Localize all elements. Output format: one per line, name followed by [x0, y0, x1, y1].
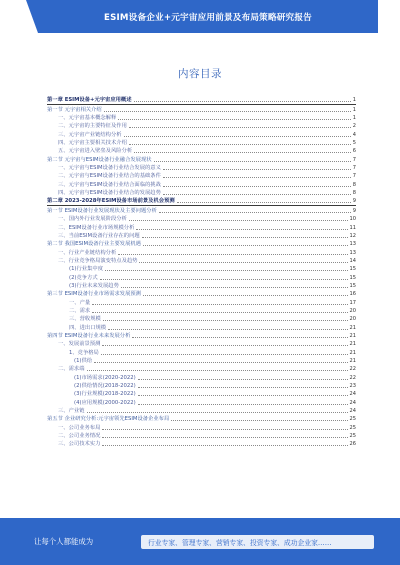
toc-entry[interactable]	[47, 423, 356, 431]
toc-entry-title: 第二节 元宇宙与ESIM设备行业融合发展现状	[47, 156, 152, 163]
toc-entry[interactable]	[47, 407, 356, 415]
toc-entry-title: 第一节 ESIM设备行业发展现状及主要问题分析	[47, 207, 157, 214]
toc-entry-title: 二、公司业务情况	[58, 433, 101, 440]
toc-entry-page: 25	[349, 433, 356, 440]
toc-entry-title: 四、元宇宙与ESIM设备行业结合的发展趋势	[58, 190, 161, 197]
toc-leader-dots	[102, 437, 347, 438]
page-footer	[0, 518, 400, 565]
toc-entry[interactable]	[47, 240, 356, 248]
toc-entry-page: 20	[349, 307, 356, 314]
toc-entry[interactable]	[47, 257, 356, 265]
toc-leader-dots	[105, 270, 348, 271]
toc-entry[interactable]	[47, 139, 356, 147]
toc-entry-title: (3)行业规模(2018-2022)	[74, 391, 136, 398]
toc-entry-page: 20	[349, 316, 356, 323]
toc-entry[interactable]	[47, 432, 356, 440]
toc-entry-title: 三、公司技术实力	[58, 441, 101, 448]
toc-entry-page: 17	[349, 299, 356, 306]
toc-entry[interactable]	[47, 357, 356, 365]
toc-entry-title: (4)应用规模(2000-2022)	[74, 399, 136, 406]
toc-leader-dots	[87, 412, 348, 413]
toc-leader-dots	[92, 312, 347, 313]
toc-entry-title: 二、元宇宙的主要特征及作用	[58, 123, 127, 130]
toc-entry-title: 三、产业链	[58, 408, 85, 415]
toc-leader-dots	[108, 329, 347, 330]
toc-entry-page: 1	[352, 115, 356, 122]
toc-entry-page: 7	[352, 173, 356, 180]
toc-leader-dots	[102, 445, 347, 446]
toc-entry-title: 第一章 ESIM设备+元宇宙应用概述	[47, 97, 132, 104]
toc-leader-dots	[132, 337, 347, 338]
toc-entry[interactable]	[47, 130, 356, 138]
toc-entry-title: 三、元宇宙产业链结构分析	[58, 131, 122, 138]
toc-entry[interactable]	[47, 122, 356, 130]
toc-entry-page: 1	[352, 106, 356, 113]
toc-leader-dots	[177, 202, 351, 203]
toc-entry-title: 五、元宇宙进入壁垒及风险分析	[58, 148, 133, 155]
footer-slogan: 让每个人都能成为	[34, 537, 94, 546]
toc-entry-title: (1)行业集中度	[69, 266, 103, 273]
toc-entry-title: 三、当前ESIM设备行业存在的问题	[58, 232, 140, 239]
toc-entry-page: 24	[349, 391, 356, 398]
toc-entry-title: (1)市场需求(2020-2022)	[74, 374, 136, 381]
toc-leader-dots	[163, 177, 351, 178]
toc-leader-dots	[142, 237, 348, 238]
report-title: ESIM设备企业+元宇宙应用前景及布局策略研究报告	[104, 12, 312, 23]
toc-entry-page: 21	[349, 341, 356, 348]
toc-entry-page: 13	[349, 249, 356, 256]
toc-entry-title: 一、行业产业链结构分析	[58, 249, 117, 256]
toc-entry-page: 9	[352, 198, 356, 205]
toc-leader-dots	[136, 229, 347, 230]
toc-entry-page: 15	[349, 282, 356, 289]
toc-entry-title: 第二章 2023-2028年ESIM设备市场前景及机会预测	[47, 198, 175, 205]
toc-leader-dots	[102, 345, 347, 346]
toc-entry-page: 26	[349, 441, 356, 448]
toc-entry-title: 四、进出口规模	[69, 324, 107, 331]
toc-entry[interactable]	[47, 215, 356, 223]
toc-leader-dots	[163, 169, 351, 170]
toc-leader-dots	[143, 245, 348, 246]
toc-entry-page: 9	[352, 207, 356, 214]
toc-leader-dots	[163, 186, 351, 187]
toc-entry-title: 二、行业竞争格局演变特点及趋势	[58, 257, 138, 264]
toc-leader-dots	[101, 354, 348, 355]
toc-entry[interactable]	[47, 223, 356, 231]
toc-entry-title: (3)行业未来发展趋势	[69, 282, 119, 289]
toc-entry[interactable]	[47, 164, 356, 172]
toc-entry-title: (1)供给	[74, 358, 93, 364]
toc-entry-title: 一、公司业务布局	[58, 424, 101, 431]
toc-entry-page: 15	[349, 274, 356, 281]
toc-leader-dots	[87, 370, 348, 371]
toc-entry[interactable]	[47, 265, 356, 273]
toc-entry-page: 4	[352, 131, 356, 138]
toc-entry-page: 14	[349, 257, 356, 264]
toc-entry-page: 5	[352, 140, 356, 147]
toc-leader-dots	[118, 119, 350, 120]
toc-entry[interactable]	[47, 172, 356, 180]
toc-leader-dots	[124, 136, 351, 137]
toc-entry[interactable]	[47, 180, 356, 188]
toc-leader-dots	[102, 429, 347, 430]
toc-entry[interactable]	[47, 197, 356, 206]
toc-entry-page: 23	[349, 383, 356, 390]
toc-entry[interactable]	[47, 315, 356, 323]
toc-entry-title: 1、竞争格局	[69, 349, 99, 356]
toc-entry-page: 25	[349, 416, 356, 423]
toc-leader-dots	[163, 194, 351, 195]
toc-entry-title: 第四节 ESIM设备行业未来发展分析	[47, 332, 131, 339]
toc-entry[interactable]	[47, 382, 356, 390]
toc-entry-title: (2)竞争方式	[69, 274, 98, 281]
toc-entry[interactable]	[47, 147, 356, 155]
toc-leader-dots	[118, 254, 347, 255]
toc-leader-dots	[138, 379, 348, 380]
toc-entry-page: 21	[349, 358, 356, 364]
toc-entry-page: 25	[349, 424, 356, 431]
toc-entry-page: 21	[349, 332, 356, 339]
toc-leader-dots	[129, 144, 351, 145]
toc-entry[interactable]	[47, 290, 356, 298]
toc-entry-page: 21	[349, 349, 356, 356]
toc-heading: 内容目录	[178, 68, 222, 80]
toc-entry[interactable]	[47, 398, 356, 406]
footer-roles-banner: 行业专家、管理专家、营销专家、投资专家、成功企业家……	[141, 535, 374, 549]
toc-leader-dots	[129, 220, 348, 221]
toc-entry-page: 8	[352, 181, 356, 188]
toc-entry-page: 22	[349, 374, 356, 381]
toc-entry-page: 22	[349, 366, 356, 373]
toc-leader-dots	[100, 279, 348, 280]
toc-entry-page: 11	[349, 224, 356, 231]
toc-entry-page: 16	[349, 291, 356, 298]
toc-entry-page: 8	[352, 190, 356, 197]
toc-entry-page: 7	[352, 156, 356, 163]
toc-entry-title: 四、元宇宙主要相关技术介绍	[58, 140, 127, 147]
toc-entry[interactable]	[47, 189, 356, 197]
toc-entry[interactable]	[47, 323, 356, 331]
toc-entry[interactable]	[47, 365, 356, 373]
toc-entry[interactable]	[47, 114, 356, 122]
toc-entry[interactable]	[47, 155, 356, 163]
toc-entry[interactable]	[47, 232, 356, 240]
toc-entry-page: 2	[352, 123, 356, 130]
toc-entry-title: 二、需求	[69, 307, 91, 314]
toc-entry[interactable]	[47, 440, 356, 448]
toc-entry-page: 10	[349, 216, 356, 223]
toc-entry-title: 第三节 ESIM设备行业市场需求发展预测	[47, 291, 141, 298]
toc-leader-dots	[129, 127, 351, 128]
toc-entry-title: 一、元宇宙基本概念解释	[58, 115, 117, 122]
toc-entry[interactable]	[47, 282, 356, 290]
toc-entry-title: 第二节 我国ESIM设备行业主要发展机遇	[47, 241, 141, 248]
toc-entry[interactable]	[47, 415, 356, 423]
toc-entry-page: 13	[349, 241, 356, 248]
toc-leader-dots	[104, 111, 351, 112]
toc-entry-page: 24	[349, 399, 356, 406]
toc-entry[interactable]	[47, 248, 356, 256]
toc-entry-page: 6	[352, 148, 356, 155]
toc-leader-dots	[103, 320, 348, 321]
toc-entry-page: 15	[349, 266, 356, 273]
toc-entry-page: 7	[352, 165, 356, 172]
toc-leader-dots	[134, 152, 351, 153]
page-header	[38, 0, 378, 33]
header-accent	[26, 0, 38, 33]
toc-leader-dots	[138, 404, 348, 405]
toc-entry[interactable]	[47, 307, 356, 315]
toc-entry-title: 第五节 企业研究分析:元宇宙领先ESIM设备企业布局	[47, 416, 170, 423]
toc-leader-dots	[134, 101, 351, 102]
toc-entry-title: 三、元宇宙与ESIM设备行业结合面临的挑战	[58, 181, 161, 188]
toc-entry-title: 一、发展前景预测	[58, 341, 101, 348]
toc-entry-page: 1	[352, 97, 356, 104]
toc-entry[interactable]	[47, 373, 356, 381]
toc-entry-title: (2)供给情况(2018-2022)	[74, 383, 136, 390]
toc-leader-dots	[138, 387, 348, 388]
toc-entry-page: 21	[349, 324, 356, 331]
toc-entry-title: 二、ESIM设备行业市场规模分析	[58, 224, 135, 231]
toc-leader-dots	[138, 395, 348, 396]
toc-entry[interactable]	[47, 332, 356, 340]
toc-entry-title: 一、国内外行业发展阶段分析	[58, 216, 127, 223]
toc-entry[interactable]	[47, 348, 356, 356]
toc-entry-page: 12	[349, 232, 356, 239]
toc-leader-dots	[154, 161, 351, 162]
toc-entry-title: 第一节 元宇宙相关介绍	[47, 106, 102, 113]
toc-entry-title: 一、产量	[69, 299, 91, 306]
toc-entry[interactable]	[47, 273, 356, 281]
toc-entry[interactable]	[47, 390, 356, 398]
toc-leader-dots	[92, 304, 347, 305]
toc-entry-title: 二、需求端	[58, 366, 85, 373]
toc-entry-title: 二、元宇宙与ESIM设备行业结合的基础条件	[58, 173, 161, 180]
toc-leader-dots	[121, 287, 348, 288]
toc-leader-dots	[94, 362, 347, 363]
toc-entry-title: 一、元宇宙与ESIM设备行业结合发展的意义	[58, 165, 161, 172]
toc-entry-title: 三、营收规模	[69, 316, 101, 323]
toc-entry[interactable]	[47, 340, 356, 348]
toc-leader-dots	[143, 295, 348, 296]
toc-leader-dots	[171, 420, 347, 421]
toc-entry[interactable]	[47, 96, 356, 105]
toc-leader-dots	[159, 212, 351, 213]
table-of-contents	[47, 96, 356, 448]
toc-entry[interactable]	[47, 206, 356, 214]
toc-entry-page: 24	[349, 408, 356, 415]
toc-entry[interactable]	[47, 105, 356, 113]
toc-leader-dots	[139, 262, 347, 263]
toc-entry[interactable]	[47, 298, 356, 306]
